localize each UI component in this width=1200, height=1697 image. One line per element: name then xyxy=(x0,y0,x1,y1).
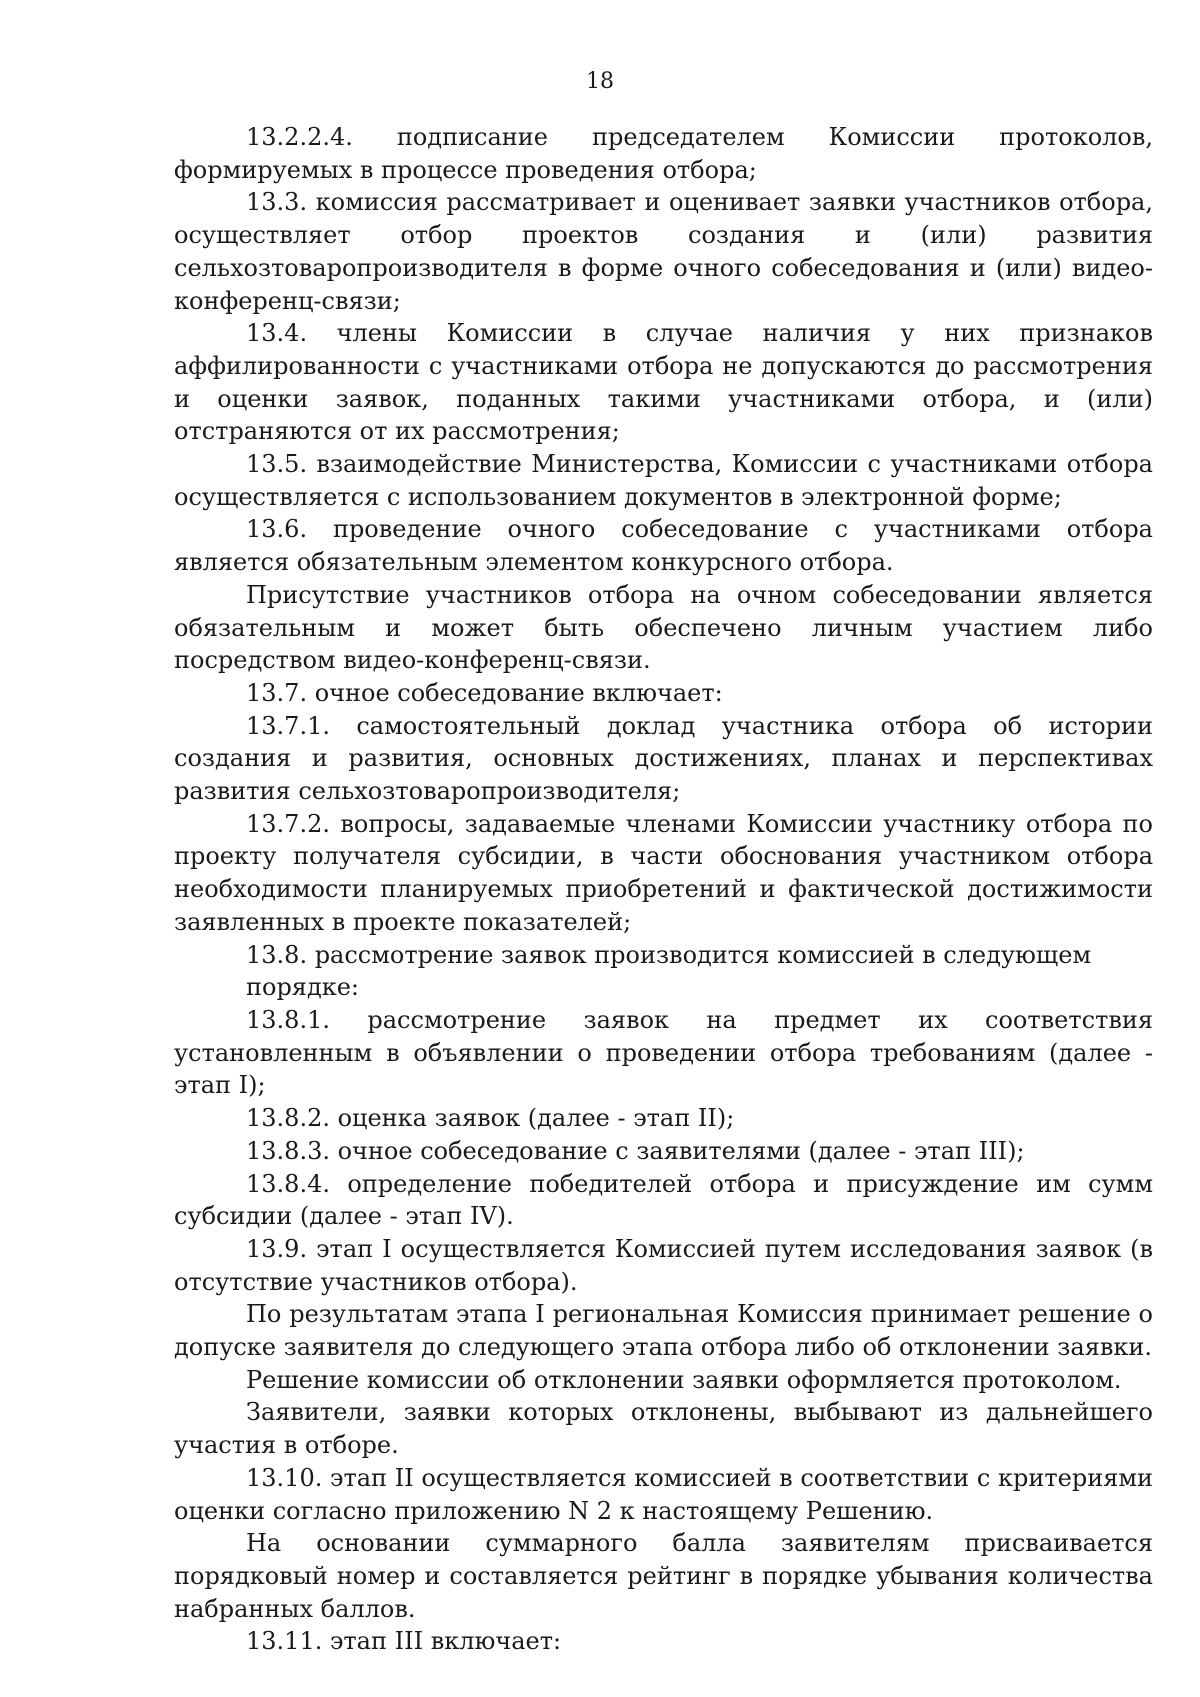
paragraph-13-7-1: 13.7.1. самостоятельный доклад участника отбора об истории создания и развития, основных достижениях, планах и перспективах развития сельхозтоваропроизводителя; xyxy=(174,711,1153,806)
document-body xyxy=(174,121,1153,1658)
paragraph-13-8-3: 13.8.3. очное собеседование с заявителями (далее - этап III); xyxy=(246,1136,1025,1165)
paragraph-13-5: 13.5. взаимодействие Министерства, Комиссии с участниками отбора осуществляется с использованием документов в электронной форме; xyxy=(174,450,1153,511)
paragraph-13-7: 13.7. очное собеседование включает: xyxy=(246,678,723,707)
paragraph-13-8-1: 13.8.1. рассмотрение заявок на предмет их соответствия установленным в объявлении о проведении отбора требованиям (далее - этап I); xyxy=(174,1005,1153,1100)
paragraph-rejection-decision: Решение комиссии об отклонении заявки оформляется протоколом. xyxy=(246,1365,1122,1394)
paragraph-13-6: 13.6. проведение очного собеседование с участниками отбора является обязательным элементом конкурсного отбора. xyxy=(174,515,1153,577)
paragraph-13-11: 13.11. этап III включает: xyxy=(246,1627,562,1656)
paragraph-13-9: 13.9. этап I осуществляется Комиссией путем исследования заявок (в отсутствие участников отбора). xyxy=(174,1234,1153,1296)
paragraph-13-7-2: 13.7.2. вопросы, задаваемые членами Комиссии участнику отбора по проекту получателя субсидии, в части обоснования участником отбора необходимости планируемых приобретений и фактической достижимости заявленных в проекте показателей; xyxy=(174,809,1153,936)
paragraph-13-2-2-4: 13.2.2.4. подписание председателем Комиссии протоколов, формируемых в процессе проведения отбора; xyxy=(174,123,1153,184)
paragraph-13-8: 13.8. рассмотрение заявок производится комиссией в следующем порядке: xyxy=(246,940,1092,1002)
paragraph-13-10: 13.10. этап II осуществляется комиссией в соответствии с критериями оценки согласно приложению N 2 к настоящему Решению. xyxy=(174,1463,1153,1525)
paragraph-13-4: 13.4. члены Комиссии в случае наличия у них признаков аффилированности с участниками отбора не допускаются до рассмотрения и оценки заявок, поданных такими участниками отбора, и (или) отстраняются от их рассмотрения; xyxy=(174,319,1153,446)
paragraph-13-8-2: 13.8.2. оценка заявок (далее - этап II); xyxy=(246,1104,735,1133)
paragraph-rejected-applicants: Заявители, заявки которых отклонены, выбывают из дальнейшего участия в отборе. xyxy=(174,1398,1153,1460)
paragraph-attendance: Присутствие участников отбора на очном собеседовании является обязательным и может быть обеспечено личным участием либо посредством видео-конференц-связи. xyxy=(174,580,1153,675)
paragraph-13-8-4: 13.8.4. определение победителей отбора и присуждение им сумм субсидии (далее - этап IV). xyxy=(174,1169,1153,1231)
page-number: 18 xyxy=(586,69,614,94)
paragraph-rating: На основании суммарного балла заявителям присваивается порядковый номер и составляется рейтинг в порядке убывания количества набранных баллов. xyxy=(174,1529,1153,1623)
paragraph-13-3: 13.3. комиссия рассматривает и оценивает заявки участников отбора, осуществляет отбор проектов создания и (или) развития сельхозтоваропроизводителя в форме очного собеседования и (или) видео-конференц-связи; xyxy=(174,188,1153,315)
paragraph-stage-1-results: По результатам этапа I региональная Комиссия принимает решение о допуске заявителя до следующего этапа отбора либо об отклонении заявки. xyxy=(174,1300,1153,1362)
